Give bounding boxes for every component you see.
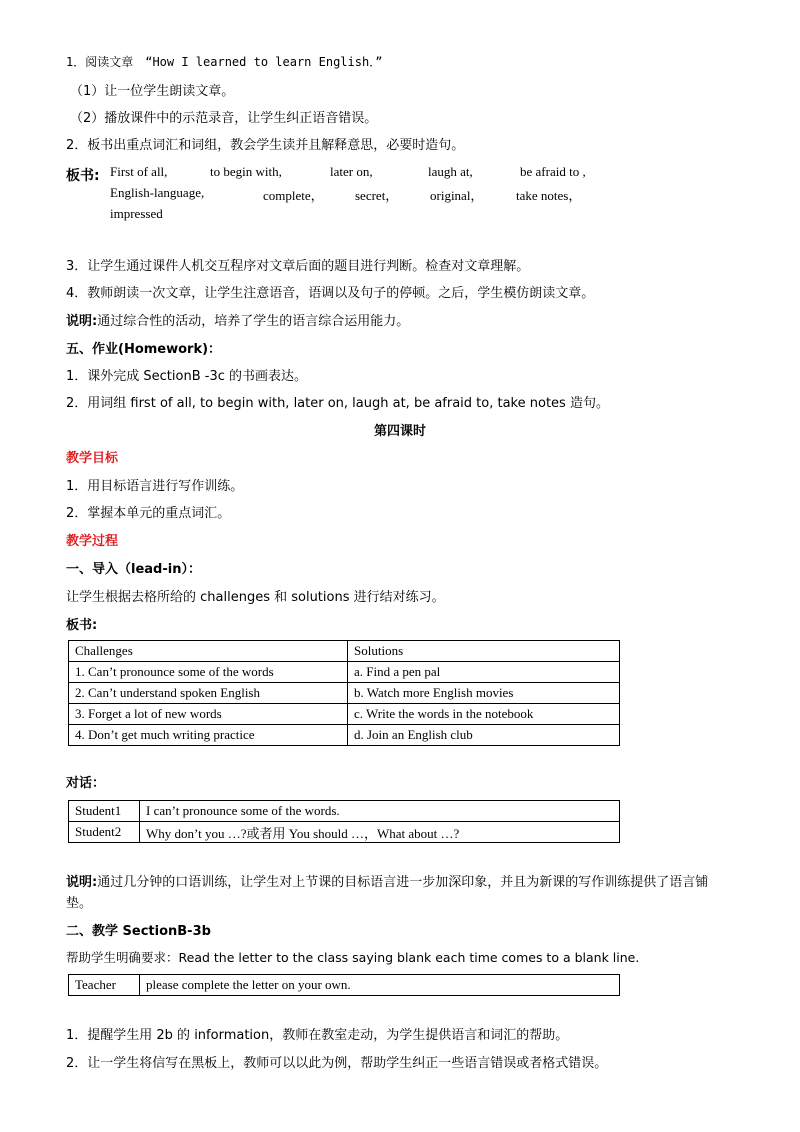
goal-item-1: 1．用目标语言进行写作训练。 (66, 479, 244, 494)
table-header: Solutions (348, 641, 620, 662)
phrase: to begin with, (210, 164, 282, 179)
phrase: complete， (263, 188, 324, 203)
table-cell: 2. Can’t understand spoken English (69, 683, 348, 704)
phrase: original， (430, 188, 484, 203)
goals-heading: 教学目标 (66, 451, 119, 466)
reading-substep-1: （1）让一位学生朗读文章。 (70, 84, 235, 99)
note-text: 通过几分钟的口语训练，让学生对上节课的目标语言进一步加深印象，并且为新课的写作训练提供了语言铺 (97, 875, 709, 890)
table-header: Challenges (69, 641, 348, 662)
process-heading: 教学过程 (66, 534, 119, 549)
note (66, 310, 409, 329)
note-continuation: 垫。 (66, 896, 93, 911)
table-row (69, 683, 620, 704)
section-heading: 二、教学 SectionB-3b (66, 924, 211, 939)
table-row (69, 725, 620, 746)
reading-substep-2: （2）播放课件中的示范录音，让学生纠正语音错误。 (70, 111, 378, 126)
table-cell: Student1 (69, 801, 140, 822)
table-row (69, 822, 620, 843)
lesson-title: 第四课时 (373, 424, 426, 439)
dialog-table (68, 800, 620, 843)
phrase: First of all, (110, 164, 168, 179)
table-cell: b. Watch more English movies (348, 683, 620, 704)
homework-item-2: 2．用词组 first of all, to begin with, later on, laugh at, be afraid to, take notes 造句。 (66, 396, 609, 411)
challenges-table (68, 640, 620, 746)
table-row (69, 975, 620, 996)
table-cell: Teacher (69, 975, 140, 996)
table-cell: Why don’t you …?或者用 You should …，What about …? (140, 822, 620, 843)
table-row (69, 704, 620, 725)
table-row (69, 801, 620, 822)
homework-heading: 五、作业(Homework)： (66, 342, 222, 357)
table-cell: d. Join an English club (348, 725, 620, 746)
vocab-step: 2．板书出重点词汇和词组，教会学生读并且解释意思，必要时造句。 (66, 138, 465, 153)
table-cell: 4. Don’t get much writing practice (69, 725, 348, 746)
writing-step-1: 1．提醒学生用 2b 的 information，教师在教室走动，为学生提供语言和词汇的帮助。 (66, 1028, 569, 1043)
table-cell: a. Find a pen pal (348, 662, 620, 683)
note-text: 通过综合性的活动，培养了学生的语言综合运用能力。 (97, 314, 410, 329)
table-cell: 1. Can’t pronounce some of the words (69, 662, 348, 683)
phrase: impressed (110, 206, 163, 221)
judgement-step: 3．让学生通过课件人机交互程序对文章后面的题目进行判断。检查对文章理解。 (66, 259, 530, 274)
blackboard-label: 板书: (66, 618, 98, 633)
writing-step-2: 2．让一学生将信写在黑板上，教师可以以此为例，帮助学生纠正一些语言错误或者格式错误。 (66, 1056, 608, 1071)
table-cell: Student2 (69, 822, 140, 843)
table-cell: c. Write the words in the notebook (348, 704, 620, 725)
read-aloud-step: 4．教师朗读一次文章，让学生注意语音，语调以及句子的停顿。之后，学生模仿朗读文章。 (66, 286, 595, 301)
phrase: later on, (330, 164, 373, 179)
table-cell: please complete the letter on your own. (140, 975, 620, 996)
phrase: take notes， (516, 188, 582, 203)
table-row (69, 662, 620, 683)
note (66, 871, 708, 890)
leadin-heading: 一、导入（lead-in）： (66, 562, 201, 577)
table-header-row (69, 641, 620, 662)
reading-step: 1．阅读文章 “How I learned to learn English．” (66, 55, 383, 69)
blackboard-row-3 (110, 206, 163, 222)
goal-item-2: 2．掌握本单元的重点词汇。 (66, 506, 231, 521)
dialog-label: 对话： (66, 776, 106, 791)
teacher-table (68, 974, 620, 996)
phrase: English-language, (110, 185, 205, 200)
section-text: 帮助学生明确要求：Read the letter to the class saying blank each time comes to a blank line. (66, 950, 640, 965)
phrase: be afraid to , (520, 164, 586, 179)
table-cell: I can’t pronounce some of the words. (140, 801, 620, 822)
blackboard-label: 板书: (66, 168, 100, 184)
phrase: secret， (355, 188, 399, 203)
table-cell: 3. Forget a lot of new words (69, 704, 348, 725)
note-label: 说明: (66, 314, 98, 329)
homework-item-1: 1．课外完成 SectionB -3c 的书画表达。 (66, 369, 307, 384)
note-label: 说明: (66, 875, 98, 890)
phrase: laugh at, (428, 164, 473, 179)
leadin-text: 让学生根据去格所给的 challenges 和 solutions 进行结对练习。 (66, 590, 445, 605)
